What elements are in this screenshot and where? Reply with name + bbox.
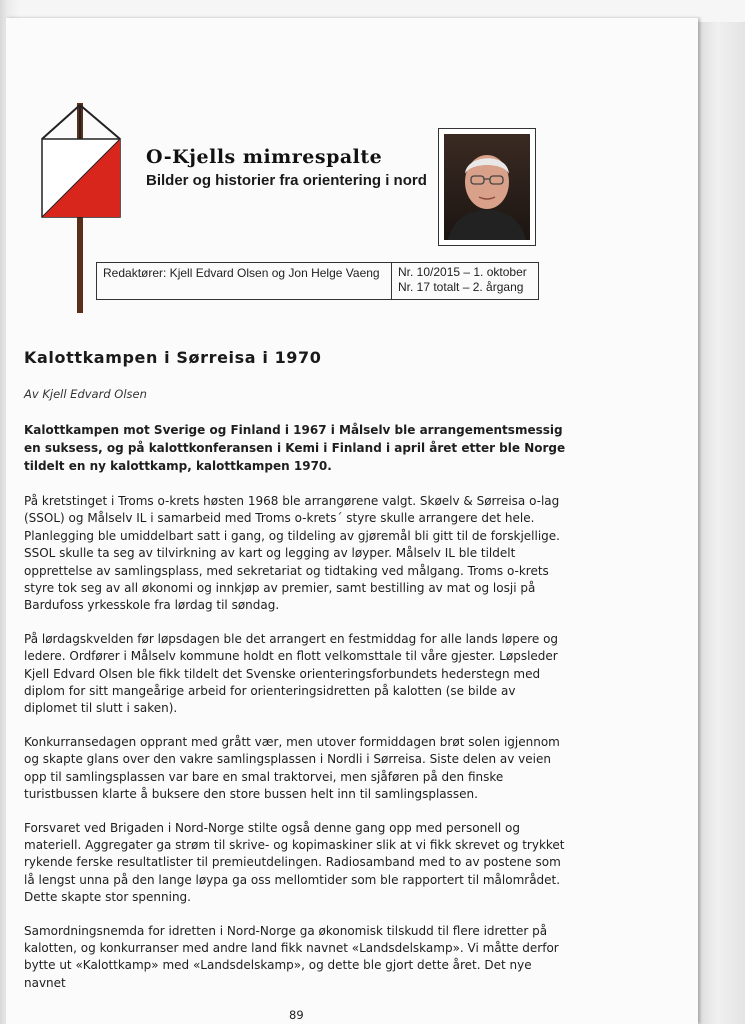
issue-cell (392, 263, 538, 299)
editors-cell: Redaktører: Kjell Edvard Olsen og Jon Helge Vaeng (97, 263, 392, 299)
next-page-edge (698, 22, 745, 1024)
article-headline: Kalottkampen i Sørreisa i 1970 (24, 348, 322, 367)
page-number: 89 (289, 1008, 304, 1022)
column-info-table (96, 262, 539, 300)
column-title: O-Kjells mimrespalte (146, 146, 383, 168)
issue-total: Nr. 17 totalt – 2. årgang (398, 280, 524, 294)
article-lead: Kalottkampen mot Sverige og Finland i 1967 i Målselv ble arrangementsmessig en suksess, og på kalottkonferansen i Kemi i Finland i april året etter ble Norge tildelt en ny kalottkamp, kalottkampen 1970. (24, 423, 566, 473)
author-portrait (438, 128, 536, 246)
article-paragraph: Konkurransedagen opprant med grått vær, men utover formiddagen brøt solen igjennom og skapte glans over den vakre samlingsplassen i Nordli i Sørreisa. Siste delen av veien opp til samlingsplassen var bare en smal traktorvei, men sjåføren på den finske turistbussen klarte å buksere den store bussen helt inn til samlingsplassen. (24, 734, 560, 802)
portrait-photo (444, 134, 530, 240)
article-paragraph: Forsvaret ved Brigaden i Nord-Norge stilte også denne gang opp med personell og materiell. Aggregater ga strøm til skrive- og kopimaskiner slik at vi fikk skrevet og trykket rykende ferske resultatlister til premieutdelingen. Radiosamband med to av postene som lå lengst unna på den lange løypa ga oss mellomtider som ble rapportert til målområdet. Dette skapte stor spenning. (24, 820, 565, 905)
column-header (146, 146, 436, 189)
document-page (6, 18, 698, 1024)
issue-number: Nr. 10/2015 – 1. oktober (398, 265, 527, 279)
column-subtitle: Bilder og historier fra orientering i nord (146, 172, 427, 189)
article-paragraph: På kretstinget i Troms o-krets høsten 1968 ble arrangørene valgt. Skøelv & Sørreisa o-lag (SSOL) og Målselv IL i samarbeid med Troms o-krets´ styre skulle arrangere det hele. Planlegging ble umiddelbart satt i gang, og tildeling av gjøremål bli gitt til de forskjellige. SSOL skulle ta seg av tilvirkning av kart og legging av løyper. Målselv IL ble tildelt opprettelse av samlingsplass, med sekretariat og tidtaking ved målgang. Troms o-krets styre tok seg av all økonomi og innkjøp av premier, samt bestilling av mat og losji på Bardufoss yrkesskole fra lørdag til søndag. (24, 494, 560, 613)
article (24, 348, 569, 1008)
article-byline: Av Kjell Edvard Olsen (24, 387, 147, 401)
article-paragraph: På lørdagskvelden før løpsdagen ble det arrangert en festmiddag for alle lands løpere og ledere. Ordfører i Målselv kommune holdt en flott velkomsttale til våre gjester. Løpsleder Kjell Edvard Olsen ble fikk tildelt det Svenske orienteringsforbundets hederstegn med diplom for sitt mangeårige arbeid for orienteringsidretten på kalotten (se bilde av diplomet til slutt i saken). (24, 631, 559, 716)
article-paragraph: Samordningsnemda for idretten i Nord-Norge ga økonomisk tilskudd til flere idretter på kalotten, og konkurranser med andre land fikk navnet «Landsdelskamp». Vi måtte derfor bytte ut «Kalottkamp» med «Landsdelskamp», og dette ble gjort dette året. Det nye navnet (24, 923, 559, 990)
